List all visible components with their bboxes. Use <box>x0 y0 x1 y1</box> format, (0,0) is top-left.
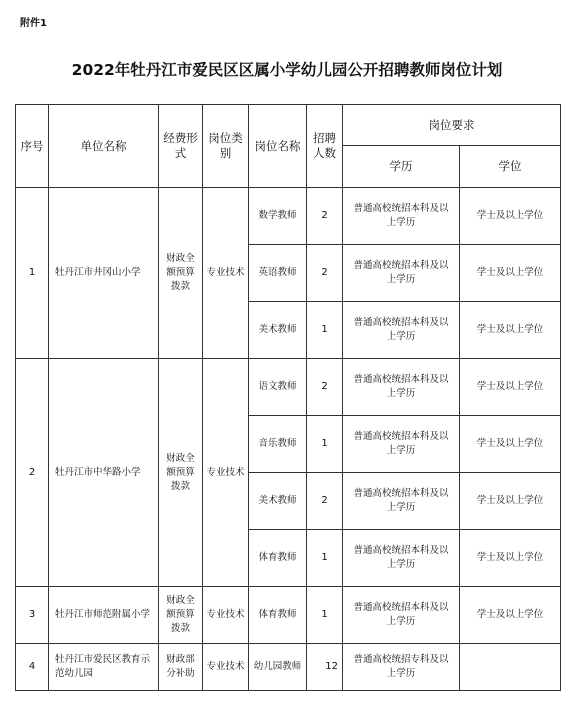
post-name: 音乐教师 <box>249 416 307 473</box>
unit-seq: 4 <box>16 644 49 691</box>
post-degree <box>460 644 561 691</box>
post-education: 普通高校统招本科及以上学历 <box>343 587 460 644</box>
header-post-type: 岗位类别 <box>203 105 249 188</box>
post-degree: 学士及以上学位 <box>460 530 561 587</box>
header-education: 学历 <box>343 146 460 188</box>
unit-seq: 1 <box>16 188 49 359</box>
unit-name: 牡丹江市井冈山小学 <box>49 188 159 359</box>
post-count: 2 <box>307 188 343 245</box>
post-degree: 学士及以上学位 <box>460 188 561 245</box>
header-requirements: 岗位要求 <box>343 105 561 146</box>
post-name: 语文教师 <box>249 359 307 416</box>
post-name: 幼儿园教师 <box>249 644 307 691</box>
unit-funding: 财政全额预算拨款 <box>159 587 203 644</box>
post-degree: 学士及以上学位 <box>460 302 561 359</box>
post-count: 1 <box>307 530 343 587</box>
unit-seq: 2 <box>16 359 49 587</box>
unit-post-type: 专业技术 <box>203 359 249 587</box>
post-name: 体育教师 <box>249 530 307 587</box>
post-name: 美术教师 <box>249 302 307 359</box>
unit-funding: 财政部分补助 <box>159 644 203 691</box>
unit-name: 牡丹江市爱民区教育示范幼儿园 <box>49 644 159 691</box>
unit-post-type: 专业技术 <box>203 587 249 644</box>
post-education: 普通高校统招本科及以上学历 <box>343 188 460 245</box>
post-education: 普通高校统招本科及以上学历 <box>343 530 460 587</box>
unit-funding: 财政全额预算拨款 <box>159 188 203 359</box>
post-degree: 学士及以上学位 <box>460 359 561 416</box>
unit-seq: 3 <box>16 587 49 644</box>
post-name: 美术教师 <box>249 473 307 530</box>
header-funding: 经费形式 <box>159 105 203 188</box>
post-count: 2 <box>307 359 343 416</box>
table-row <box>16 188 561 245</box>
header-post-name: 岗位名称 <box>249 105 307 188</box>
table-row <box>16 644 561 691</box>
post-education: 普通高校统招本科及以上学历 <box>343 245 460 302</box>
attachment-label: 附件1 <box>20 18 47 29</box>
header-recruit-count: 招聘人数 <box>307 105 343 188</box>
table-row <box>16 587 561 644</box>
recruitment-table <box>15 104 561 691</box>
post-education: 普通高校统招本科及以上学历 <box>343 302 460 359</box>
post-name: 数学教师 <box>249 188 307 245</box>
post-degree: 学士及以上学位 <box>460 245 561 302</box>
post-name: 英语教师 <box>249 245 307 302</box>
page-title: 2022年牡丹江市爱民区区属小学幼儿园公开招聘教师岗位计划 <box>71 61 503 79</box>
post-degree: 学士及以上学位 <box>460 473 561 530</box>
table-row <box>16 359 561 416</box>
unit-funding: 财政全额预算拨款 <box>159 359 203 587</box>
post-education: 普通高校统招本科及以上学历 <box>343 416 460 473</box>
post-count: 2 <box>307 473 343 530</box>
unit-post-type: 专业技术 <box>203 188 249 359</box>
header-seq: 序号 <box>16 105 49 188</box>
post-name: 体育教师 <box>249 587 307 644</box>
post-count: 1 <box>307 302 343 359</box>
post-count: 1 <box>307 587 343 644</box>
post-degree: 学士及以上学位 <box>460 587 561 644</box>
post-count: 1 <box>307 416 343 473</box>
post-count: 12 <box>307 644 343 691</box>
post-degree: 学士及以上学位 <box>460 416 561 473</box>
post-education: 普通高校统招本科及以上学历 <box>343 359 460 416</box>
post-count: 2 <box>307 245 343 302</box>
post-education: 普通高校统招专科及以上学历 <box>343 644 460 691</box>
header-unit-name: 单位名称 <box>49 105 159 188</box>
unit-post-type: 专业技术 <box>203 644 249 691</box>
unit-name: 牡丹江市师范附属小学 <box>49 587 159 644</box>
header-degree: 学位 <box>460 146 561 188</box>
unit-name: 牡丹江市中华路小学 <box>49 359 159 587</box>
post-education: 普通高校统招本科及以上学历 <box>343 473 460 530</box>
